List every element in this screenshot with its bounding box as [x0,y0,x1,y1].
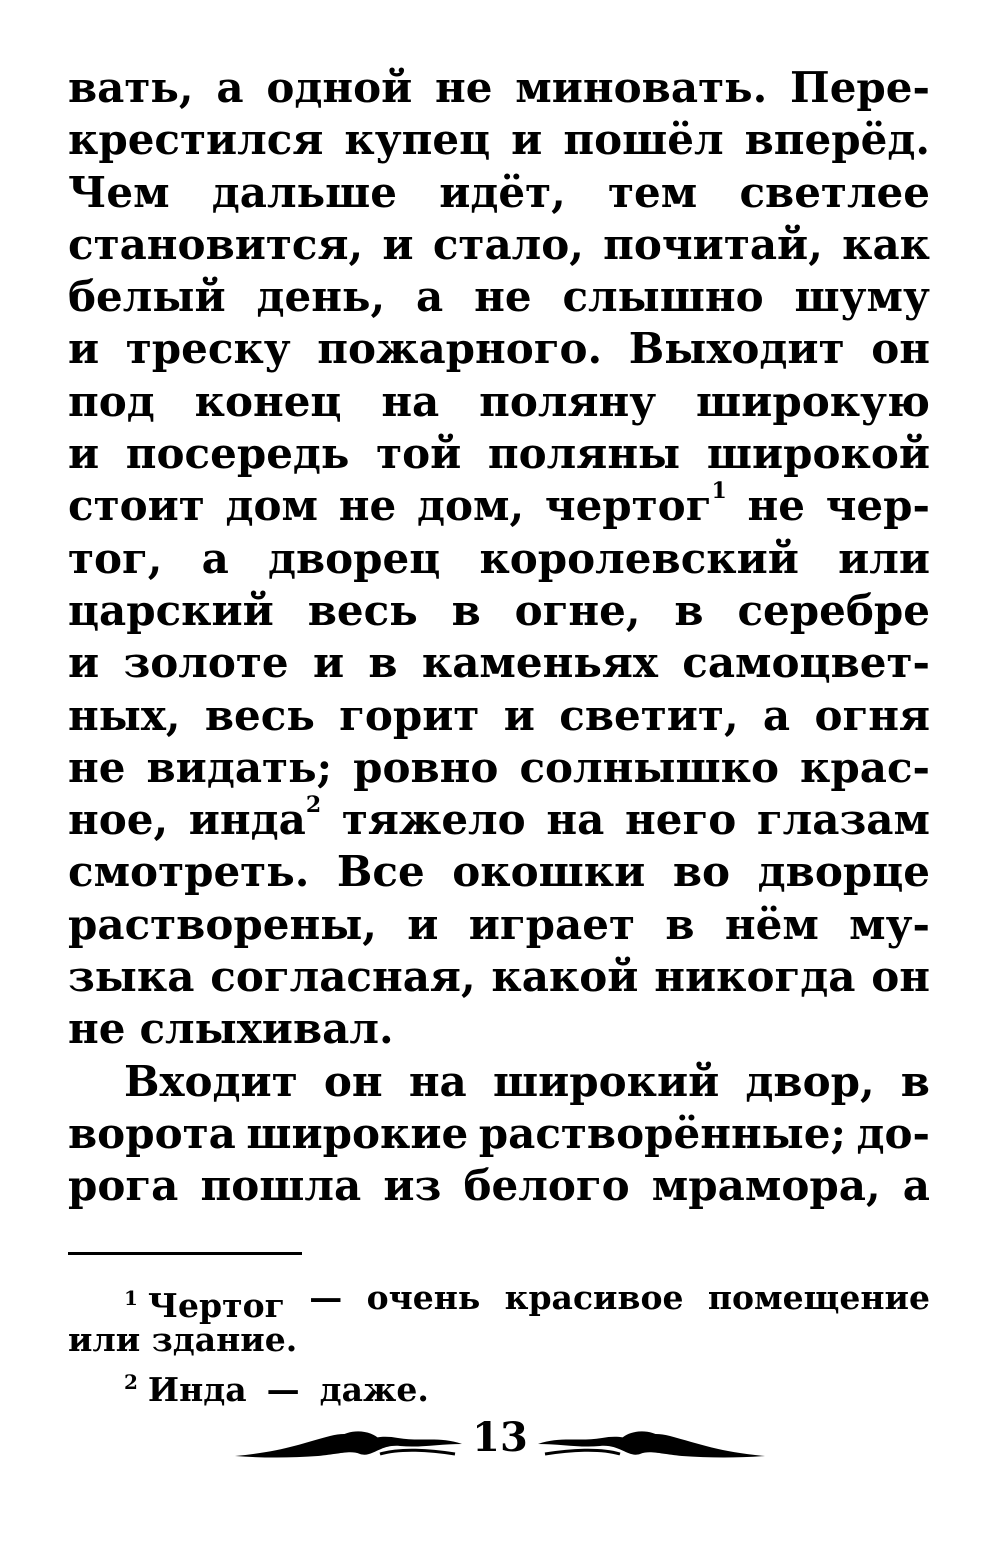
word: треску [125,324,291,374]
word: в [900,1056,930,1106]
word: пожарного. [317,324,603,374]
text-line [68,951,930,1003]
text-line [68,114,930,166]
word: ворота [68,1108,236,1158]
word: а [216,63,244,112]
word: стало, [432,219,584,269]
word: зыка [68,952,195,1002]
word: растворённые; [478,1108,847,1158]
word: слышно [562,272,764,322]
word: нём [724,899,819,949]
word: пошла [200,1161,362,1211]
word: идёт, [439,167,566,217]
footnote-1 [68,1276,930,1325]
text-line [68,690,930,742]
footnote-separator [68,1252,302,1255]
text-line [68,585,930,637]
footnote-word: Чертог [147,1286,285,1325]
text-line [68,637,930,689]
word: Пере- [790,63,930,112]
text-line [68,899,930,951]
word: дальше [211,167,397,217]
word: белый [68,272,226,322]
word: в [674,585,704,635]
footnote-word: помещение [707,1278,930,1317]
word: каменьях [421,638,658,688]
word: серебре [737,585,930,635]
word: день, [256,272,386,322]
text-line [68,62,930,114]
text-line [68,794,930,846]
word: королевский [479,533,799,583]
word: вперёд. [744,115,930,165]
word: он [871,952,930,1002]
word: одной [266,63,413,112]
word: смотреть. [68,847,310,897]
word: и [312,638,345,688]
word: а [762,690,791,740]
word: на [381,376,440,426]
word: дворце [757,847,930,897]
word: двор, [745,1056,875,1106]
word: чер- [825,481,930,531]
footnote-2 [68,1360,930,1409]
footnote-number: 1 [124,1286,138,1310]
word: на [546,795,605,845]
word: той [376,429,462,479]
word: поляну [479,376,657,426]
word: окошки [452,847,646,897]
word: Чем [68,167,170,217]
word: купец [344,115,491,165]
word: а [201,533,229,583]
word: пошёл [563,115,724,165]
word: золоте [123,638,289,688]
word: становится, [68,219,364,269]
word: под [68,376,155,426]
text-line [68,1003,930,1055]
word: дом [225,481,319,531]
word: самоцвет- [682,638,930,688]
word: царский [68,585,274,635]
word: не [338,481,397,531]
word: миновать. [515,63,768,112]
word: посередь [125,429,350,479]
word: а [902,1161,930,1211]
word: не [68,742,126,792]
footnote-word: — [309,1278,343,1317]
word: до- [856,1108,930,1158]
text-line [68,846,930,898]
word: солнышко [519,742,779,792]
word: стоит [68,481,205,531]
word: слыхивал. [139,1004,394,1054]
word: тяжело [341,795,526,845]
word: в [368,638,398,688]
word: весь [204,690,315,740]
word: растворены, [68,899,377,949]
text-line [68,742,930,794]
word: светлее [739,167,930,217]
word: рога [68,1161,179,1211]
word: дом, [416,481,525,531]
word: глазам [756,795,930,845]
word: шуму [794,272,930,322]
text-line [68,1160,930,1212]
word: инда$^2$ [188,792,322,845]
word: ное, [68,795,169,845]
word: в [451,585,481,635]
word: вать, [68,63,194,112]
footnote-1-continuation: или здание. [68,1320,298,1359]
word: Входит [124,1056,298,1106]
text-line [68,219,930,271]
word: широкий [492,1056,720,1106]
word: светит, [559,690,739,740]
word: не [474,272,532,322]
page-footer [0,1414,1000,1474]
word: широкой [706,429,930,479]
word: он [871,324,930,374]
word: из [383,1161,442,1211]
word: и [68,324,100,374]
word: и [407,899,439,949]
word: и [68,638,100,688]
word: огня [814,690,930,740]
word: тог, [68,533,163,583]
word: огне, [514,585,641,635]
word: какой [491,952,639,1002]
word: играет [468,899,635,949]
word: в [665,899,695,949]
word: он [323,1056,383,1106]
word: му- [849,899,930,949]
word: поляны [487,429,681,479]
word: широкую [696,376,930,426]
text-line [68,480,930,532]
word: не [435,63,493,112]
footnote-word: — [266,1370,300,1409]
word: мрамора, [651,1161,881,1211]
word: согласная, [210,952,476,1002]
text-line [68,167,930,219]
word: весь [307,585,418,635]
word: а [415,272,444,322]
word: и [511,115,543,165]
word: или [838,533,930,583]
word: на [408,1056,467,1106]
footnote-word: очень [366,1278,481,1317]
text-line [68,323,930,375]
word: Все [336,847,425,897]
word: не [68,1004,126,1054]
word: и [382,219,414,269]
word: Выходит [628,324,845,374]
word: крестился [68,115,324,165]
page-number: 13 [472,1414,528,1461]
word: дворец [267,533,441,583]
text-line [68,533,930,585]
word: как [842,219,930,269]
word: видать; [146,742,333,792]
word: ных, [68,690,181,740]
footnote-ref-1[interactable]: 1 [711,478,727,505]
body-text [68,62,930,1213]
word: чертог$^1$ [544,478,727,531]
word: крас- [800,742,930,792]
word: широкие [246,1108,469,1158]
word: тем [607,167,698,217]
word: и [503,690,535,740]
word: не [747,481,805,531]
footnote-ref-2[interactable]: 2 [305,792,322,819]
word: и [68,429,100,479]
footnote-number: 2 [124,1370,138,1394]
text-line [68,428,930,480]
text-line [68,376,930,428]
word: горит [339,690,480,740]
word: ровно [353,742,499,792]
footnote-word: Инда [147,1370,247,1409]
word: никогда [654,952,856,1002]
word: него [625,795,737,845]
word: почитай, [603,219,823,269]
text-line [68,1056,930,1108]
word: конец [194,376,342,426]
text-line [68,1108,930,1160]
word: во [672,847,731,897]
word: белого [463,1161,630,1211]
footnote-word: даже. [319,1370,429,1409]
footnote-word: красивое [504,1278,684,1317]
text-line [68,271,930,323]
